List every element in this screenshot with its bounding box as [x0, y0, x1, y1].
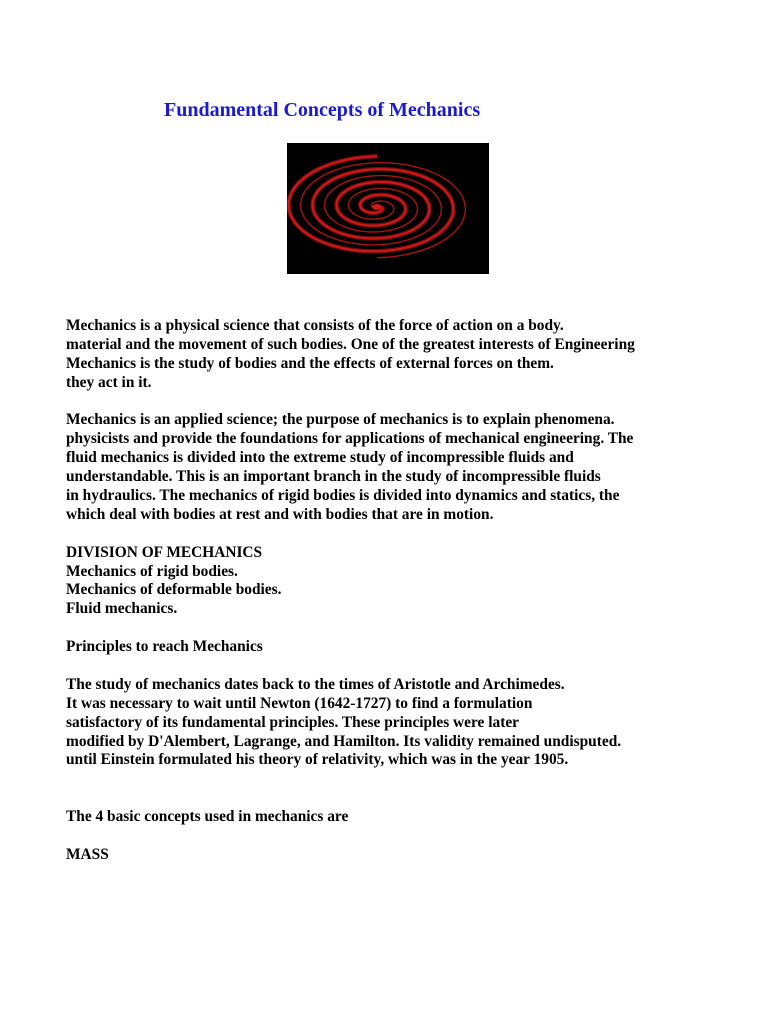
text-line: Mechanics is the study of bodies and the effects of external forces on them.	[66, 354, 554, 372]
spiral-galaxy-icon	[287, 143, 489, 274]
text-line: which deal with bodies at rest and with bodies that are in motion.	[66, 505, 494, 523]
intro-paragraph	[66, 317, 746, 393]
document-body	[66, 317, 746, 865]
text-line: physicists and provide the foundations for applications of mechanical engineering. The	[66, 430, 634, 448]
division-heading: DIVISION OF MECHANICS	[66, 543, 263, 561]
text-line: It was necessary to wait until Newton (1642-1727) to find a formulation	[66, 694, 533, 712]
applied-science-paragraph	[66, 411, 746, 524]
division-item: Mechanics of rigid bodies.	[66, 562, 238, 580]
division-item: Mechanics of deformable bodies.	[66, 581, 282, 599]
text-line: until Einstein formulated his theory of relativity, which was in the year 1905.	[66, 751, 569, 769]
text-line: Mechanics is an applied science; the purpose of mechanics is to explain phenomena.	[66, 411, 615, 429]
division-section	[66, 544, 746, 620]
text-line: in hydraulics. The mechanics of rigid bodies is divided into dynamics and statics, the	[66, 487, 620, 505]
concepts-intro: The 4 basic concepts used in mechanics are	[66, 808, 349, 826]
concept-heading-mass: MASS	[66, 845, 109, 863]
division-item: Fluid mechanics.	[66, 600, 178, 618]
text-line: Mechanics is a physical science that consists of the force of action on a body.	[66, 317, 564, 334]
text-line: The study of mechanics dates back to the times of Aristotle and Archimedes.	[66, 675, 565, 693]
page-title: Fundamental Concepts of Mechanics	[164, 99, 481, 121]
text-line: satisfactory of its fundamental principles. These principles were later	[66, 713, 519, 731]
text-line: they act in it.	[66, 373, 152, 391]
spiral-galaxy-image	[287, 143, 489, 274]
principles-heading: Principles to reach Mechanics	[66, 638, 263, 656]
text-line: material and the movement of such bodies. One of the greatest interests of Engineering	[66, 335, 635, 353]
text-line: modified by D'Alembert, Lagrange, and Hamilton. Its validity remained undisputed.	[66, 732, 622, 750]
history-paragraph	[66, 676, 746, 770]
text-line: understandable. This is an important branch in the study of incompressible fluids	[66, 468, 601, 486]
text-line: fluid mechanics is divided into the extreme study of incompressible fluids and	[66, 449, 574, 467]
